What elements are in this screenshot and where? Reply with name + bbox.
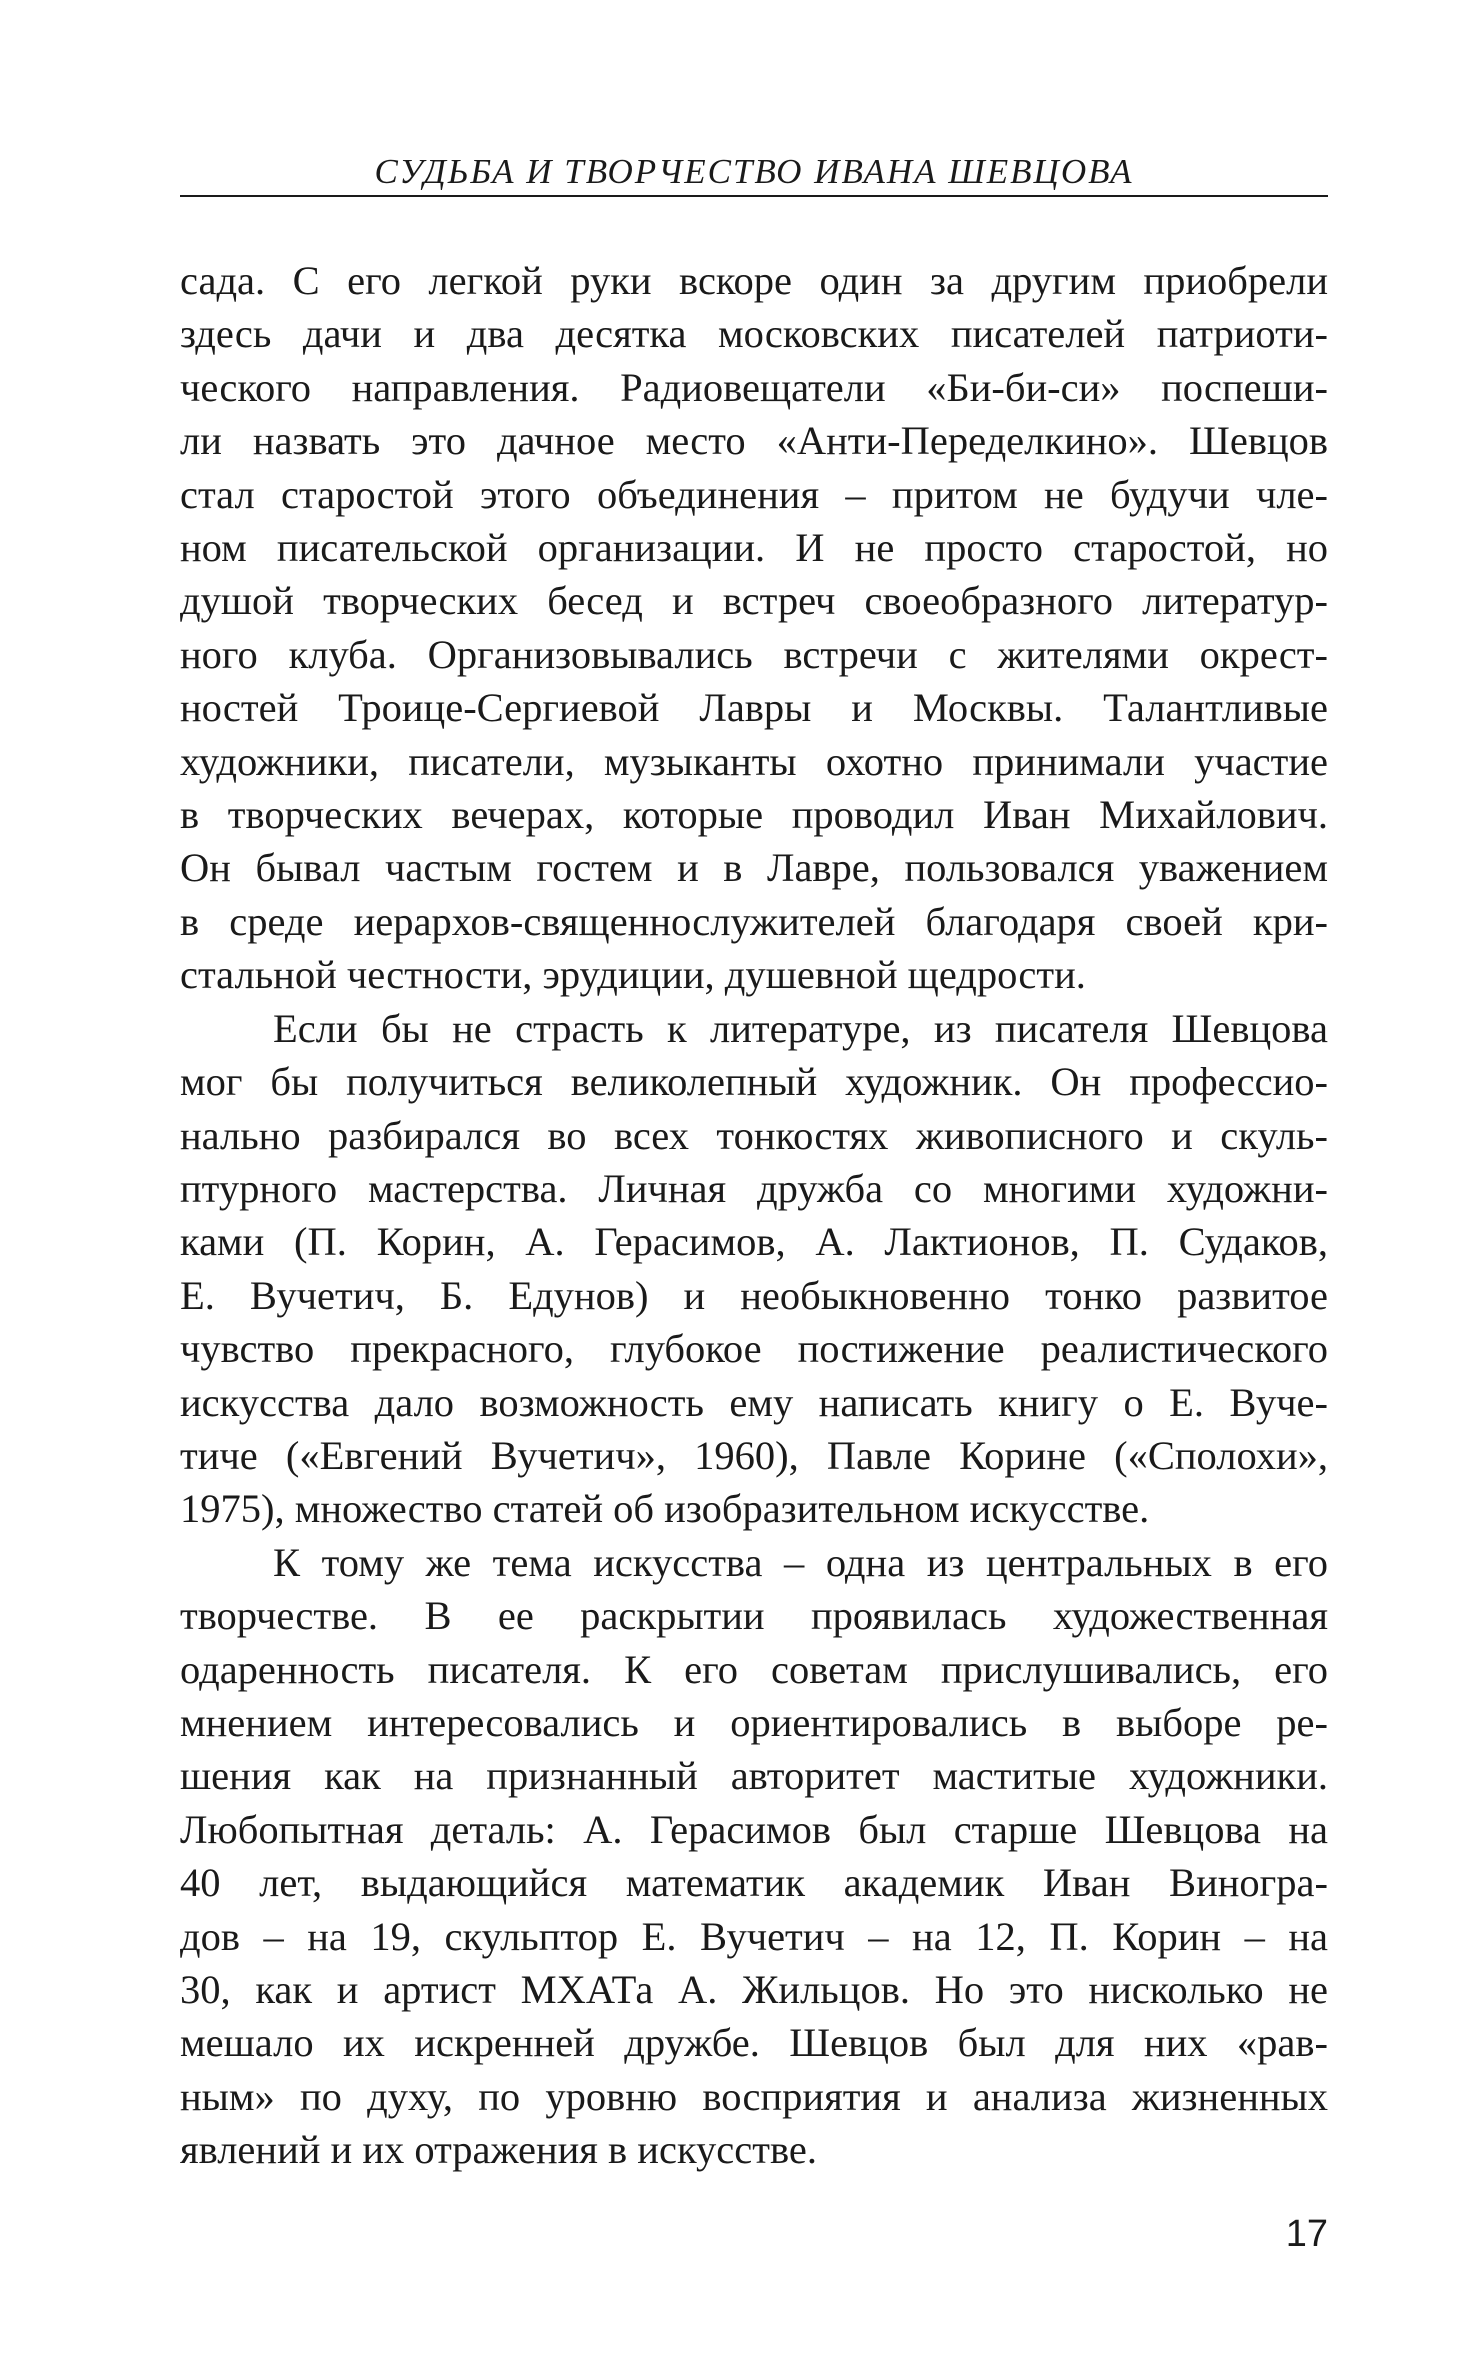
header-rule xyxy=(180,195,1328,197)
text-line: художники, писатели, музыканты охотно принимали участие xyxy=(180,738,1328,784)
text-line: здесь дачи и два десятка московских писателей патриоти- xyxy=(180,311,1328,357)
text-line: явлений и их отражения в искусстве. xyxy=(180,2127,817,2173)
text-line: тиче («Евгений Вучетич», 1960), Павле Корине («Сполохи», xyxy=(180,1432,1328,1478)
running-head-title: СУДЬБА И ТВОРЧЕСТВО ИВАНА ШЕВЦОВА xyxy=(374,152,1134,191)
text-line: искусства дало возможность ему написать книгу о Е. Вуче- xyxy=(180,1379,1328,1425)
page-number: 17 xyxy=(1285,2213,1328,2255)
text-line: 40 лет, выдающийся математик академик Иван Виногра- xyxy=(180,1860,1328,1906)
text-line: одаренность писателя. К его советам прислушивались, его xyxy=(180,1646,1328,1692)
text-line: ным» по духу, по уровню восприятия и анализа жизненных xyxy=(180,2073,1328,2119)
text-line: мешало их искренней дружбе. Шевцов был для них «рав- xyxy=(180,2020,1328,2066)
text-line: Е. Вучетич, Б. Едунов) и необыкновенно тонко развитое xyxy=(180,1272,1328,1318)
text-line: чувство прекрасного, глубокое постижение реалистического xyxy=(180,1326,1328,1372)
text-line: 1975), множество статей об изобразительном искусстве. xyxy=(180,1486,1150,1532)
text-line: в среде иерархов-священнослужителей благодаря своей кри- xyxy=(180,898,1328,944)
text-line: стал старостой этого объединения – притом не будучи чле- xyxy=(180,471,1328,517)
text-line: ном писательской организации. И не просто старостой, но xyxy=(180,525,1328,571)
text-line: ностей Троице-Сергиевой Лавры и Москвы. Талантливые xyxy=(180,685,1328,731)
text-line: ческого направления. Радиовещатели «Би-би-си» поспеши- xyxy=(180,364,1328,410)
paragraph-3 xyxy=(180,1536,1328,2177)
text-line: душой творческих бесед и встреч своеобразного литератур- xyxy=(180,578,1328,624)
paragraph-2 xyxy=(180,1002,1328,1536)
text-line: 30, как и артист МХАТа А. Жильцов. Но это нисколько не xyxy=(180,1967,1328,2012)
text-line: шения как на признанный авторитет маститые художники. xyxy=(180,1753,1328,1799)
text-line: дов – на 19, скульптор Е. Вучетич – на 12, П. Корин – на xyxy=(180,1913,1328,1959)
text-line: мнением интересовались и ориентировались в выборе ре- xyxy=(180,1699,1328,1745)
text-line: творчестве. В ее раскрытии проявилась художественная xyxy=(180,1593,1328,1639)
text-line: Он бывал частым гостем и в Лавре, пользовался уважением xyxy=(180,845,1328,891)
text-line: ли назвать это дачное место «Анти-Переделкино». Шевцов xyxy=(180,418,1328,464)
text-line: К тому же тема искусства – одна из центральных в его xyxy=(273,1539,1328,1585)
text-line: ками (П. Корин, А. Герасимов, А. Лактионов, П. Судаков, xyxy=(180,1219,1328,1265)
text-line: стальной честности, эрудиции, душевной щедрости. xyxy=(180,952,1086,998)
paragraph-1 xyxy=(180,254,1328,1002)
text-line: птурного мастерства. Личная дружба со многими художни- xyxy=(180,1165,1328,1211)
text-line: Любопытная деталь: А. Герасимов был старше Шевцова на xyxy=(180,1806,1328,1852)
text-line: Если бы не страсть к литературе, из писателя Шевцова xyxy=(273,1005,1328,1051)
text-line: в творческих вечерах, которые проводил Иван Михайлович. xyxy=(180,792,1328,838)
text-line: ного клуба. Организовывались встречи с жителями окрест- xyxy=(180,631,1328,677)
text-line: нально разбирался во всех тонкостях живописного и скуль- xyxy=(180,1112,1328,1158)
text-line: сада. С его легкой руки вскоре один за другим приобрели xyxy=(180,258,1328,303)
body-text xyxy=(180,254,1328,2177)
text-line: мог бы получиться великолепный художник. Он профессио- xyxy=(180,1059,1328,1105)
